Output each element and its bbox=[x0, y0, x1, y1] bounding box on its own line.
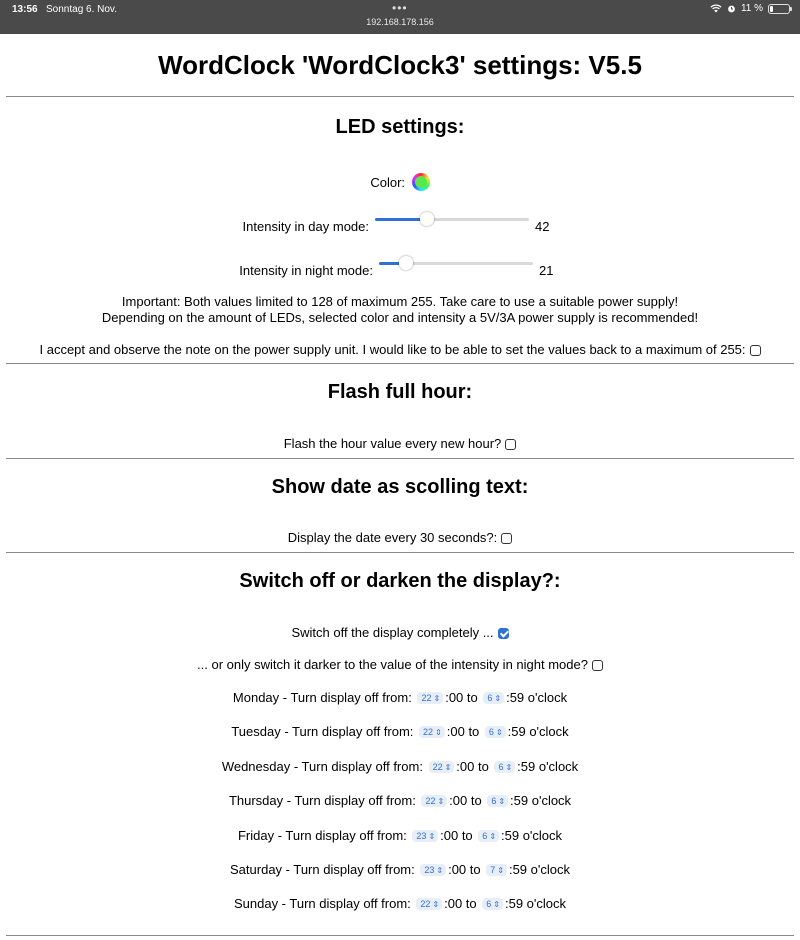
address-url[interactable]: 192.168.178.156 bbox=[366, 17, 434, 27]
divider bbox=[6, 552, 794, 553]
status-bar bbox=[0, 0, 800, 34]
from-hour-select[interactable]: 23 ⇕ bbox=[420, 864, 446, 876]
chevron-updown-icon: ⇕ bbox=[432, 900, 440, 910]
battery-icon bbox=[768, 4, 790, 14]
day-intensity-value: 42 bbox=[535, 219, 550, 234]
flash-row bbox=[0, 436, 800, 451]
flash-checkbox[interactable] bbox=[505, 439, 516, 450]
to-hour-select[interactable]: 6 ⇕ bbox=[494, 761, 515, 773]
night-intensity-label: Intensity in night mode: bbox=[239, 263, 373, 278]
from-suffix: :00 to bbox=[456, 758, 489, 774]
to-hour-select[interactable]: 6 ⇕ bbox=[478, 830, 499, 842]
chevron-updown-icon: ⇕ bbox=[433, 694, 441, 703]
to-suffix: :59 o'clock bbox=[506, 690, 568, 705]
switch-off-checkbox[interactable] bbox=[498, 628, 509, 639]
to-suffix: :59 o'clock bbox=[510, 793, 572, 809]
from-suffix: :00 to bbox=[445, 690, 478, 705]
from-suffix: :00 to bbox=[440, 827, 473, 843]
chevron-updown-icon: ⇕ bbox=[498, 797, 506, 807]
accept-row bbox=[0, 342, 800, 357]
day-label: Thursday - Turn display off from: bbox=[228, 793, 416, 809]
chevron-updown-icon: ⇕ bbox=[505, 762, 513, 772]
to-suffix: :59 o'clock bbox=[505, 896, 567, 912]
status-icons bbox=[710, 3, 790, 14]
from-hour-select[interactable]: 22 ⇕ bbox=[421, 795, 447, 807]
to-hour-select[interactable]: 7 ⇕ bbox=[486, 864, 507, 876]
day-label: Monday - Turn display off from: bbox=[232, 690, 412, 705]
to-suffix: :59 o'clock bbox=[501, 827, 563, 843]
divider bbox=[6, 458, 794, 459]
page-title: WordClock 'WordClock3' settings: V5.5 bbox=[158, 50, 642, 80]
day-label: Friday - Turn display off from: bbox=[237, 827, 407, 843]
day-schedule-row bbox=[0, 724, 800, 739]
accept-label: I accept and observe the note on the power supply unit. I would like to be able to set the values back to a maximum of 255: bbox=[39, 342, 746, 357]
from-suffix: :00 to bbox=[449, 793, 482, 809]
to-hour-select[interactable]: 6 ⇕ bbox=[487, 795, 508, 807]
to-suffix: :59 o'clock bbox=[507, 724, 569, 740]
chevron-updown-icon: ⇕ bbox=[436, 866, 444, 875]
switch-off-label: Switch off the display completely ... bbox=[291, 625, 494, 640]
date-text-checkbox[interactable] bbox=[501, 533, 512, 544]
power-note-line1: Important: Both values limited to 128 of maximum 255. Take care to use a suitable power supply! bbox=[121, 294, 679, 309]
from-hour-select[interactable]: 22 ⇕ bbox=[416, 898, 442, 910]
to-hour-select[interactable]: 6 ⇕ bbox=[483, 692, 504, 704]
accept-checkbox[interactable] bbox=[750, 345, 761, 356]
to-hour-select[interactable]: 6 ⇕ bbox=[482, 898, 503, 910]
day-intensity-label: Intensity in day mode: bbox=[242, 219, 369, 234]
day-label: Sunday - Turn display off from: bbox=[233, 896, 411, 912]
darken-label: ... or only switch it darker to the value of the intensity in night mode? bbox=[197, 657, 588, 672]
divider bbox=[6, 96, 794, 97]
from-suffix: :00 to bbox=[446, 724, 480, 740]
day-schedule-row bbox=[0, 793, 800, 808]
from-hour-select[interactable]: 22 ⇕ bbox=[419, 726, 445, 738]
divider bbox=[6, 363, 794, 364]
chevron-updown-icon: ⇕ bbox=[428, 831, 436, 841]
chevron-updown-icon: ⇕ bbox=[497, 866, 504, 875]
flash-label: Flash the hour value every new hour? bbox=[283, 436, 502, 451]
night-intensity-thumb[interactable] bbox=[399, 256, 413, 270]
from-hour-select[interactable]: 22 ⇕ bbox=[429, 761, 455, 773]
chevron-updown-icon: ⇕ bbox=[437, 797, 445, 807]
status-date: Sonntag 6. Nov. bbox=[46, 4, 117, 15]
day-intensity-slider[interactable] bbox=[375, 218, 529, 221]
date-text-row bbox=[0, 530, 800, 545]
flash-heading: Flash full hour: bbox=[327, 381, 473, 403]
alarm-icon bbox=[727, 4, 736, 13]
from-suffix: :00 to bbox=[448, 862, 481, 877]
chevron-updown-icon: ⇕ bbox=[489, 831, 497, 841]
chevron-updown-icon: ⇕ bbox=[444, 762, 452, 772]
switch-off-row bbox=[0, 625, 800, 640]
day-label: Wednesday - Turn display off from: bbox=[221, 758, 423, 774]
to-suffix: :59 o'clock bbox=[517, 758, 579, 774]
status-time: 13:56 bbox=[12, 4, 38, 15]
day-schedule-row bbox=[0, 862, 800, 877]
day-schedule-row bbox=[0, 690, 800, 705]
chevron-updown-icon: ⇕ bbox=[494, 694, 502, 703]
led-settings-heading: LED settings: bbox=[335, 116, 465, 138]
chevron-updown-icon: ⇕ bbox=[495, 728, 503, 738]
multitasking-dots-icon[interactable]: ••• bbox=[392, 1, 408, 15]
from-hour-select[interactable]: 23 ⇕ bbox=[412, 830, 438, 842]
divider bbox=[6, 935, 794, 936]
date-text-label: Display the date every 30 seconds?: bbox=[287, 530, 498, 545]
color-picker[interactable] bbox=[412, 173, 430, 191]
wifi-icon bbox=[710, 4, 722, 13]
from-hour-select[interactable]: 22 ⇕ bbox=[417, 692, 443, 704]
color-row bbox=[0, 173, 800, 191]
to-hour-select[interactable]: 6 ⇕ bbox=[485, 726, 506, 738]
date-text-heading: Show date as scolling text: bbox=[271, 476, 529, 498]
day-schedule-row bbox=[0, 896, 800, 911]
to-suffix: :59 o'clock bbox=[508, 862, 570, 877]
color-label: Color: bbox=[370, 175, 406, 190]
darken-checkbox[interactable] bbox=[592, 660, 603, 671]
day-label: Saturday - Turn display off from: bbox=[230, 862, 415, 877]
night-intensity-slider[interactable] bbox=[379, 262, 533, 265]
day-schedule-row bbox=[0, 828, 800, 843]
day-intensity-thumb[interactable] bbox=[420, 212, 434, 226]
darken-row bbox=[0, 657, 800, 672]
from-suffix: :00 to bbox=[444, 896, 477, 912]
chevron-updown-icon: ⇕ bbox=[493, 900, 500, 910]
day-schedule-row bbox=[0, 759, 800, 774]
night-intensity-value: 21 bbox=[539, 263, 554, 278]
day-label: Tuesday - Turn display off from: bbox=[231, 724, 414, 740]
chevron-updown-icon: ⇕ bbox=[435, 728, 442, 738]
display-heading: Switch off or darken the display?: bbox=[239, 570, 561, 592]
power-note-line2: Depending on the amount of LEDs, selected color and intensity a 5V/3A power supply is recommended! bbox=[101, 310, 699, 325]
battery-percent: 11 % bbox=[740, 3, 763, 14]
